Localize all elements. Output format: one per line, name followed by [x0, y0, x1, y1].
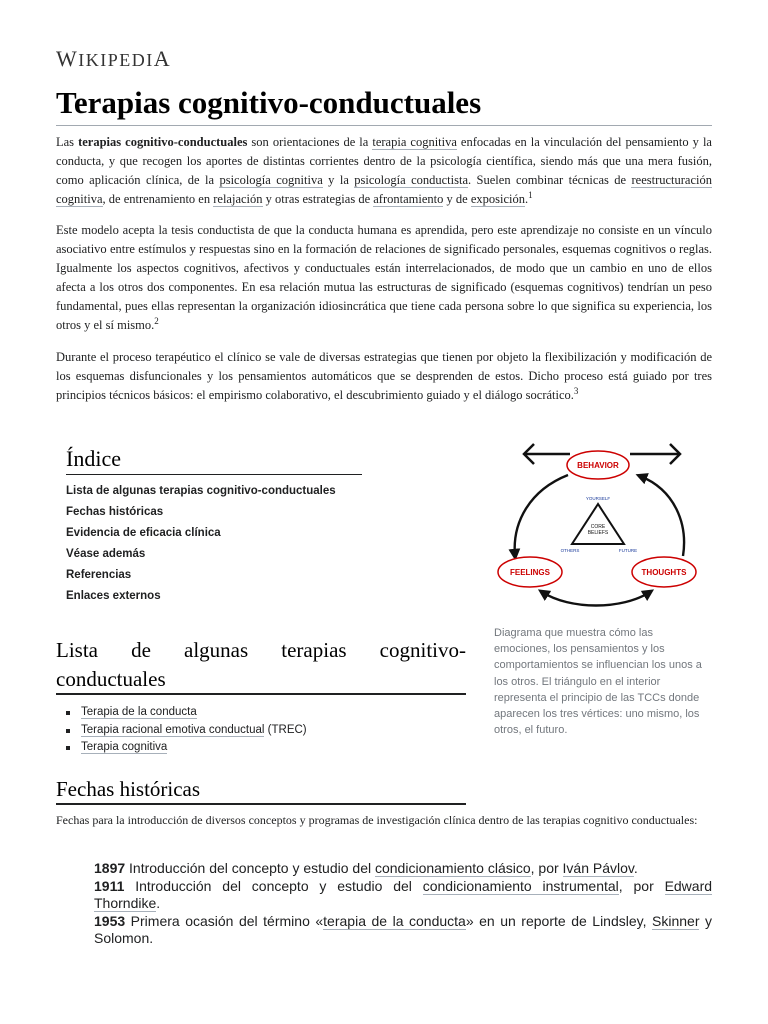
text-run: Este modelo acepta la tesis conductista de que la conducta humana es aprendida, pero este aprendizaje no consiste en un vínculo asociativo entre estímulos y respuestas sino en la formación de relaciones de significado personales, esquemas cognitivos o reglas. Igualmente los aspectos cognitivos, afectivos y conductuales están interrelacionados, de modo que un cambio en uno de ellos afecta a los otros dos componentes. En esa relación mutua las estructuras de significado (esquemas cognitivos) tendrían un peso fundamental, pues ellas representan la organización idiosincrática que tiene cada persona sobre lo que significa su experiencia, los otros y el sí mismo. [56, 223, 712, 332]
wikipedia-logo[interactable] [56, 46, 171, 72]
logo-letter-w: W [56, 46, 79, 71]
toc-divider [66, 474, 362, 475]
section-divider [56, 693, 466, 695]
section-heading-fechas: Fechas históricas [56, 777, 201, 801]
text-run: . Suelen combinar técnicas de [468, 173, 632, 187]
vertex-others-label: OTHERS [560, 548, 580, 553]
link-ivan-pavlov[interactable]: Iván Pávlov [562, 860, 634, 876]
table-of-contents [66, 446, 362, 607]
process-paragraph [56, 348, 712, 405]
link-psicologia-conductista[interactable]: psicología conductista [354, 173, 469, 187]
text-run: » en un reporte de Lindsley, [465, 912, 653, 929]
text-run: . [524, 192, 529, 206]
heading-line: conductuales [56, 667, 166, 691]
link-condicionamiento-instrumental[interactable]: condicionamiento instrumental [422, 877, 619, 894]
link-terapia-conducta[interactable]: Terapia de la conducta [81, 706, 197, 718]
link-afrontamiento[interactable]: afrontamiento [373, 192, 444, 206]
text-run: , por [530, 860, 563, 876]
dates-list [94, 860, 712, 948]
figure-caption: Diagrama que muestra cómo las emociones, los pensamientos y los comportamientos se influencian los unos a los otros. El triángulo en el interior representa el principio de las TCCs donde aparecen los tres vértices: uno mismo, los otros, el futuro. [494, 627, 702, 737]
behavior-node [567, 451, 629, 479]
title-divider [56, 125, 712, 126]
reference-3[interactable]: 3 [573, 385, 579, 396]
link-terapia-cognitiva[interactable]: terapia cognitiva [372, 135, 457, 149]
text-run: Las [56, 135, 79, 149]
date-entry [94, 913, 712, 948]
section-divider [56, 803, 466, 805]
link-trec[interactable]: Terapia racional emotiva conductual [81, 723, 265, 736]
vertex-yourself-label: YOURSELF [585, 496, 611, 501]
text-run: , de entrenamiento en [102, 192, 214, 206]
therapy-list [64, 704, 307, 757]
reference-1[interactable]: 1 [528, 189, 533, 200]
vertex-future-label: FUTURE [618, 548, 638, 553]
text-run: y de [443, 192, 471, 206]
thoughts-label: THOUGHTS [641, 568, 687, 577]
beliefs-label: BELIEFS [587, 530, 609, 536]
link-condicionamiento-clasico[interactable]: condicionamiento clásico [374, 860, 531, 876]
core-label: CORE [590, 524, 606, 530]
cbt-diagram [490, 432, 705, 614]
intro-paragraph [56, 133, 712, 209]
behavior-label: BEHAVIOR [577, 461, 619, 470]
date-year: 1911 [94, 877, 125, 894]
list-item [64, 704, 307, 722]
heading-line: Lista de algunas terapias cognitivo- [56, 638, 466, 662]
link-reestructuracion-cognitiva[interactable]: reestructuración cognitiva [56, 173, 712, 206]
toc-heading: Índice [66, 446, 121, 471]
cbt-diagram-figure[interactable] [490, 432, 705, 614]
logo-letter-a: A [153, 46, 172, 71]
link-skinner[interactable]: Skinner [652, 912, 700, 929]
toc-item-vease[interactable]: Véase además [66, 548, 146, 560]
text-run: , por [618, 877, 665, 894]
toc-item-enlaces[interactable]: Enlaces externos [66, 590, 161, 602]
text-run: y otras estrategias de [262, 192, 374, 206]
feelings-label: FEELINGS [509, 568, 551, 577]
toc-item-fechas[interactable]: Fechas históricas [66, 506, 164, 518]
date-entry [94, 860, 712, 878]
toc-list [66, 481, 362, 607]
text-run: y la [322, 173, 355, 187]
page-title: Terapias cognitivo-conductuales [56, 85, 482, 120]
reference-2[interactable]: 2 [154, 315, 159, 326]
model-paragraph [56, 221, 712, 335]
text-run: enfocadas en la vinculación del pensamiento y la conducta, y que recogen los aportes de distintas corrientes dentro de la psicología científica, siendo más que una mera fusión, como aplicación clínica, de la [56, 135, 712, 187]
bold-term: terapias cognitivo-conductuales [78, 135, 248, 149]
text-run: Durante el proceso terapéutico el clínico se vale de diversas estrategias que tienen por objeto la flexibilización y modificación de los esquemas disfuncionales y los pensamientos automáticos que se desprenden de estos. Dicho proceso está guiado por tres principios técnicos básicos: el empirismo colaborativo, el descubrimiento guiado y el diálogo socrático. [56, 350, 712, 402]
text-run: Primera ocasión del término « [125, 912, 324, 929]
section-heading-lista [56, 636, 466, 694]
toc-item-evidencia[interactable]: Evidencia de eficacia clínica [66, 527, 221, 539]
link-edward-thorndike[interactable]: Edward Thorndike [94, 877, 713, 911]
text-run: (TREC) [264, 723, 307, 736]
toc-item-referencias[interactable]: Referencias [66, 569, 132, 581]
text-run: . [156, 895, 161, 911]
feelings-node [498, 557, 562, 587]
toc-item-lista[interactable]: Lista de algunas terapias cognitivo-conductuales [66, 485, 336, 497]
thoughts-node [632, 557, 696, 587]
list-item [64, 722, 307, 740]
link-exposicion[interactable]: exposición [470, 192, 525, 206]
date-year: 1897 [94, 860, 126, 876]
link-terapia-de-la-conducta[interactable]: terapia de la conducta [323, 912, 466, 929]
text-run: Introducción del concepto y estudio del [125, 860, 375, 876]
text-run: . [633, 860, 638, 876]
date-year: 1953 [94, 912, 126, 929]
fechas-intro: Fechas para la introducción de diversos conceptos y programas de investigación clínica dentro de las terapias cognitivo conductuales: [56, 813, 698, 827]
list-item [64, 739, 307, 757]
date-entry [94, 878, 712, 913]
link-relajacion[interactable]: relajación [213, 192, 263, 206]
text-run: son orientaciones de la [247, 135, 373, 149]
link-terapia-cognitiva-list[interactable]: Terapia cognitiva [81, 741, 168, 753]
text-run: y Solomon. [94, 912, 713, 946]
link-psicologia-cognitiva[interactable]: psicología cognitiva [219, 173, 323, 187]
text-run: Introducción del concepto y estudio del [124, 877, 423, 894]
core-beliefs-triangle [561, 496, 638, 553]
logo-letters-mid: IKIPEDI [78, 50, 154, 70]
